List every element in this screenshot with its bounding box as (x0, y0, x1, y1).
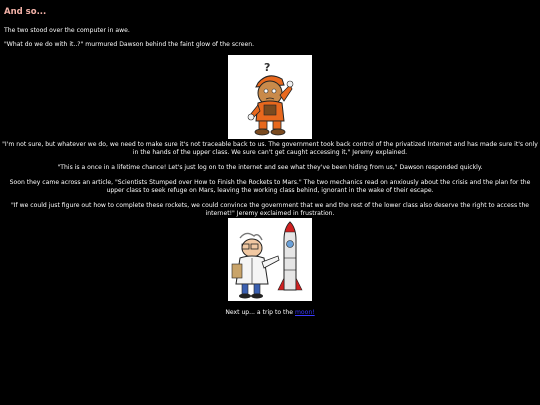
svg-text:?: ? (264, 61, 271, 74)
story-paragraph-4: "This is a once in a lifetime chance! Let's just log on to the internet and see what they've been hiding from us," Dawson responded quickly. (57, 164, 483, 171)
confused-mechanic-illustration (228, 55, 312, 139)
story-paragraph-6: "If we could just figure out how to complete these rockets, we could convince the government that we and the rest of the lower class also deserve the right to access the internet!" Jeremy exclaimed in frustration. (10, 202, 530, 217)
scientist-rocket-illustration (228, 218, 312, 301)
story-paragraph-2: "What do we do with it..?" murmured Dawson behind the faint glow of the screen. (4, 41, 255, 48)
page-title: And so... (4, 7, 47, 17)
story-paragraph-5: Soon they came across an article, "Scientists Stumped over How to Finish the Rockets to Mars." The two mechanics read on anxiously about the crisis and the plan for the upper class to seek refuge on Mars, leaving the working class behind, ignorant in the wake of their escape. (9, 179, 531, 194)
next-up-line (2, 309, 538, 317)
confused-mechanic-image (228, 55, 312, 139)
scientist-rocket-image (228, 218, 312, 301)
story-paragraph-3: "I'm not sure, but whatever we do, we need to make sure it's not traceable back to us. The government took back control of the privatized Internet and has made sure it's only in the hands of the upper class. We sure can't get caught accessing it," Jeremy explained. (2, 141, 538, 156)
next-up-text: Next up... a trip to the (225, 309, 294, 316)
story-paragraph-1: The two stood over the computer in awe. (4, 27, 130, 34)
moon-link[interactable]: moon! (294, 309, 315, 316)
